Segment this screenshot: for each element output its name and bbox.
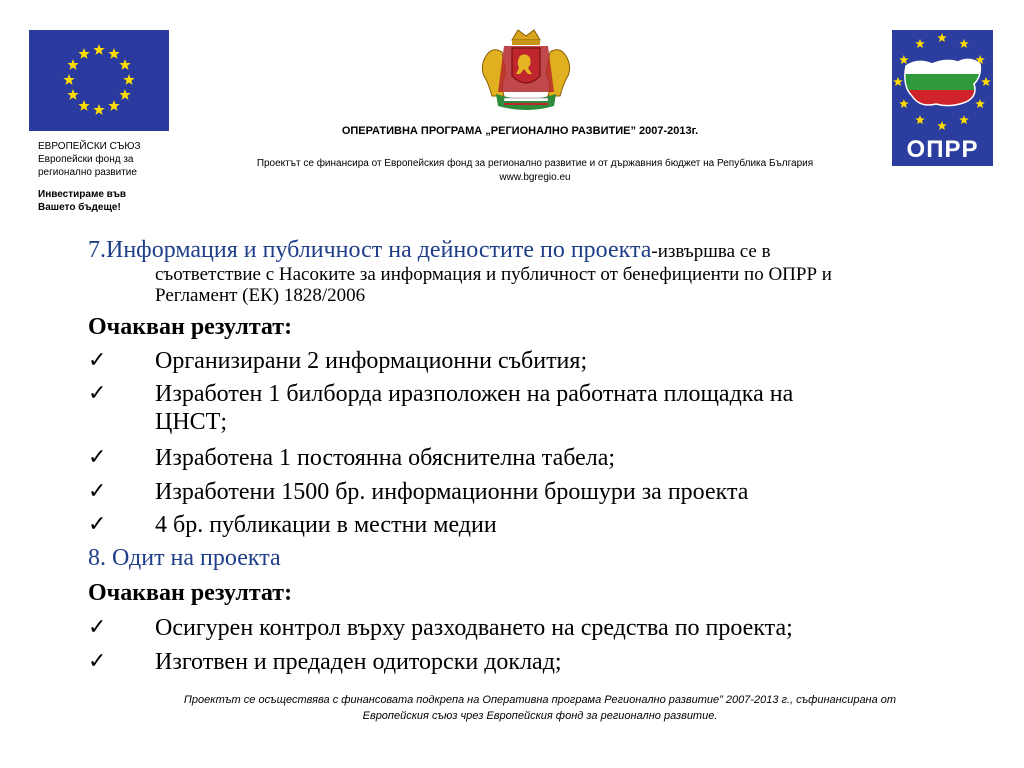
section-8-heading: 8. Одит на проекта	[88, 545, 281, 571]
section-7-text-part-2: съответствие с Насоките за информация и публичност от бенефициенти по ОПРР и	[155, 264, 832, 285]
eu-stars-icon	[29, 30, 169, 131]
section-7-result-label: Очакван резултат:	[88, 314, 293, 340]
eu-slogan	[38, 188, 198, 214]
oprr-map-icon	[892, 30, 993, 140]
program-note	[200, 157, 870, 185]
star-icon	[119, 59, 130, 70]
oprr-logo-text: ОПРР	[906, 136, 979, 163]
star-icon	[78, 100, 89, 111]
program-funding-note: Проектът се финансира от Европейския фонд за регионално развитие и от държавния бюджет на Република България	[256, 158, 814, 169]
program-title: ОПЕРАТИВНА ПРОГРАМА „РЕГИОНАЛНО РАЗВИТИЕ” 2007-2013г.	[341, 125, 699, 137]
star-icon	[959, 39, 969, 48]
star-icon	[67, 59, 78, 70]
star-icon	[108, 100, 119, 111]
section-7-item-1: Организирани 2 информационни събития;	[155, 348, 588, 374]
section-7-item-2-cont: ЦНСТ;	[155, 409, 227, 435]
star-icon	[899, 55, 909, 64]
eu-caption-line-1: ЕВРОПЕЙСКИ СЪЮЗ	[38, 141, 141, 152]
star-icon	[975, 99, 985, 108]
eu-flag-logo	[29, 30, 169, 131]
section-7-item-3: Изработена 1 постоянна обяснителна табела;	[155, 445, 616, 471]
star-icon	[937, 33, 947, 42]
star-icon	[123, 74, 134, 85]
star-icon	[67, 89, 78, 100]
footer-note	[100, 692, 980, 724]
checkmark-icon: ✓	[88, 381, 107, 406]
star-icon	[893, 77, 903, 86]
star-icon	[78, 48, 89, 59]
star-icon	[108, 48, 119, 59]
program-url: www.bgregio.eu	[499, 172, 571, 183]
checkmark-icon: ✓	[88, 348, 107, 373]
star-icon	[119, 89, 130, 100]
star-icon	[915, 39, 925, 48]
star-icon	[959, 115, 969, 124]
checkmark-icon: ✓	[88, 615, 107, 640]
section-8-item-2: Изготвен и предаден одиторски доклад;	[155, 649, 562, 675]
section-7-text-part-1: -извършва се в	[651, 241, 771, 262]
star-icon	[63, 74, 74, 85]
star-icon	[93, 104, 104, 115]
footer-line-1: Проектът се осъществява с финансовата подкрепа на Оперативна програма Регионално развитие” 2007-2013 г., съфинансирана от	[183, 694, 897, 706]
eu-slogan-line-2: Вашето бъдеще!	[38, 202, 121, 213]
checkmark-icon: ✓	[88, 445, 107, 470]
section-8-item-1: Осигурен контрол върху разходването на средства по проекта;	[155, 615, 793, 641]
star-icon	[981, 77, 991, 86]
eu-caption-line-2: Европейски фонд за	[38, 154, 134, 165]
section-7-item-5: 4 бр. публикации в местни медии	[155, 512, 497, 538]
oprr-logo	[892, 30, 993, 166]
section-7-heading: 7.Информация и публичност на дейностите по проекта	[88, 237, 652, 263]
star-icon	[899, 99, 909, 108]
coat-of-arms-icon	[474, 26, 578, 118]
eu-caption	[38, 140, 198, 179]
eu-slogan-line-1: Инвестираме във	[38, 189, 127, 200]
checkmark-icon: ✓	[88, 479, 107, 504]
section-7-item-4: Изработени 1500 бр. информационни брошури за проекта	[155, 479, 749, 505]
footer-line-2: Европейския съюз чрез Европейския фонд за регионално развитие.	[362, 710, 718, 722]
section-7-heading-line	[88, 236, 988, 266]
star-icon	[937, 121, 947, 130]
star-icon	[915, 115, 925, 124]
star-icon	[93, 44, 104, 55]
section-7-text-part-3: Регламент (ЕК) 1828/2006	[155, 285, 366, 306]
section-8-result-label: Очакван резултат:	[88, 580, 293, 606]
section-7-item-2: Изработен 1 билборда иразположен на работната площадка на	[155, 381, 794, 407]
checkmark-icon: ✓	[88, 649, 107, 674]
checkmark-icon: ✓	[88, 512, 107, 537]
eu-caption-line-3: регионално развитие	[38, 167, 137, 178]
